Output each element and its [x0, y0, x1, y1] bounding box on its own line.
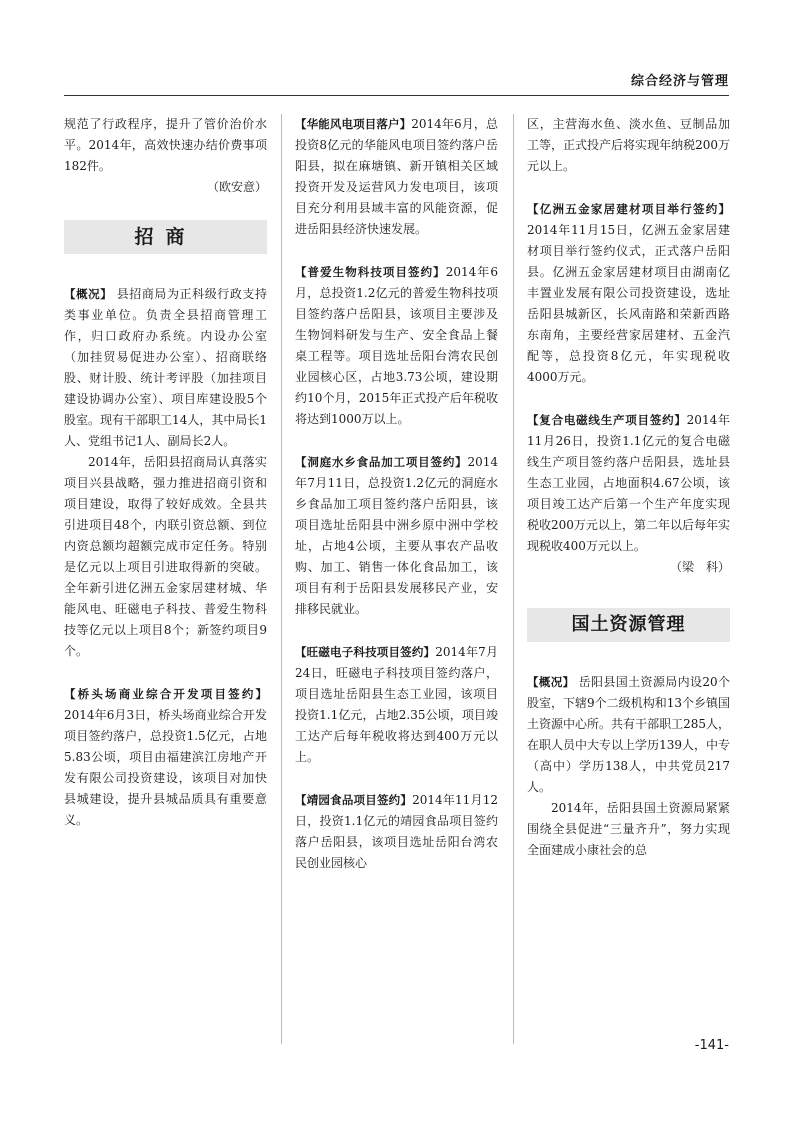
column-right — [527, 114, 730, 861]
entry-heading: 【洞庭水乡食品加工项目签约】 — [295, 455, 468, 469]
entry-heading: 【复合电磁线生产项目签约】 — [527, 413, 687, 427]
entry-body: 县招商局为正科级行政支持类事业单位。负责全县招商管理工作，归口政府办系统。内设办公室（加挂贸易促进办公室）、招商联络股、财计股、统计考评股（加挂项目建设协调办公室）、项目库建设股5个股室。现有干部职工14人，其中局长1人、党组书记1人、副局长2人。 — [64, 287, 267, 448]
entry-paragraph — [527, 199, 730, 388]
entry-heading: 【概况】 — [64, 287, 113, 301]
overview-paragraph — [527, 672, 730, 798]
entry-heading: 【靖园食品项目签约】 — [295, 793, 413, 807]
page-number: -141- — [694, 1038, 729, 1053]
entry-body: 2014年11月12日，投资1.1亿元的靖园食品项目签约落户岳阳县，该项目选址岳阳台湾农民创业园核心 — [295, 793, 498, 870]
author-credit: （欧安意） — [206, 180, 267, 194]
entry-paragraph — [295, 790, 498, 874]
column-middle — [295, 114, 498, 874]
entry-heading: 【概况】 — [527, 675, 575, 689]
entry-body: 2014年7月24日，旺磁电子科技项目签约落户，项目选址岳阳县生态工业园，该项目投资1.1亿元，占地2.35公顷，项目竣工达产后每年税收将达到400万元以上。 — [295, 645, 498, 764]
entry-body: 2014年11月15日，亿洲五金家居建材项目举行签约仪式，正式落户岳阳县。亿洲五金家居建材项目由湖南亿丰置业发展有限公司投资建设，选址岳阳县城新区，长风南路和荣新西路东南角，主要经营家居建材、五金汽配等，总投资8亿元，年实现税收4000万元。 — [527, 223, 730, 384]
entry-heading: 【华能风电项目落户】 — [295, 117, 412, 131]
header-rule — [64, 95, 729, 96]
column-divider — [281, 114, 282, 1044]
entry-body: 2014年6月3日，桥头场商业综合开发项目签约落户，总投资1.5亿元，占地5.83公顷，项目由福建滨江房地产开发有限公司投资建设，该项目对加快县城建设，提升县城品质具有重要意义。 — [64, 708, 267, 827]
continued-paragraph: 区，主营海水鱼、淡水鱼、豆制品加工等，正式投产后将实现年纳税200万元以上。 — [527, 117, 730, 173]
body-paragraph: 2014年，岳阳县招商局认真落实项目兴县战略，强力推进招商引资和项目建设，取得了较好成效。全县共引进项目48个，内联引资总额、到位内资总额均超额完成市定任务。特别是亿元以上项目引进取得新的突破。全年新引进亿洲五金家居建材城、华能风电、旺磁电子科技、普爱生物科技等亿元以上项目8个；新签约项目9个。 — [64, 455, 267, 658]
entry-paragraph — [295, 114, 498, 240]
entry-heading: 【普爱生物科技项目签约】 — [295, 265, 446, 279]
entry-body: 2014年6月，总投资1.2亿元的普爱生物科技项目签约落户岳阳县，该项目主要涉及生物饲料研发与生产、安全食品上餐桌工程等。项目选址岳阳台湾农民创业园核心区，占地3.73公顷，建设期约10个月，2015年正式投产后年税收将达到1000万以上。 — [295, 265, 498, 426]
entry-heading: 【桥头场商业综合开发项目签约】 — [64, 687, 267, 701]
body-paragraph: 2014年，岳阳县国土资源局紧紧围绕全县促进“三量齐升”，努力实现全面建成小康社会的总 — [527, 801, 730, 857]
entry-body: 2014年7月11日，总投资1.2亿元的洞庭水乡食品加工项目签约落户岳阳县，该项目选址岳阳县中洲乡原中洲中学校址，占地4公顷，主要从事农产品收购、加工、销售一体化食品加工，该项目有利于岳阳县发展移民产业，安排移民就业。 — [295, 455, 498, 616]
entry-body: 2014年6月，总投资8亿元的华能风电项目签约落户岳阳县，拟在麻塘镇、新开镇相关区域投资开发及运营风力发电项目，该项目充分利用县域丰富的风能资源，促进岳阳县经济快速发展。 — [295, 117, 498, 236]
author-credit: （梁 科） — [669, 560, 730, 574]
section-title-land-resources: 国土资源管理 — [527, 608, 730, 642]
section-title-investment: 招商 — [64, 220, 267, 254]
entry-paragraph — [527, 410, 730, 557]
entry-paragraph — [64, 684, 267, 831]
overview-paragraph — [64, 284, 267, 452]
entry-paragraph — [295, 642, 498, 768]
column-left — [64, 114, 267, 831]
continued-paragraph: 规范了行政程序，提升了管价治价水平。2014年，高效快速办结价费事项182件。 — [64, 117, 267, 173]
entry-body: 2014年11月26日，投资1.1亿元的复合电磁线生产项目签约落户岳阳县，选址县生态工业园，占地面积4.67公顷，该项目竣工达产后第一个生产年度实现税收200万元以上，第二年以后每年实现税收400万元以上。 — [527, 413, 730, 553]
running-header-section: 综合经济与管理 — [630, 74, 729, 89]
entry-heading: 【旺磁电子科技项目签约】 — [295, 645, 436, 659]
entry-body: 岳阳县国土资源局内设20个股室，下辖9个二级机构和13个乡镇国土资源中心所。共有干部职工285人，在职人员中大专以上学历139人，中专（高中）学历138人，中共党员217人。 — [527, 675, 730, 794]
entry-paragraph — [295, 262, 498, 430]
column-divider — [513, 114, 514, 1044]
entry-heading: 【亿洲五金家居建材项目举行签约】 — [527, 202, 730, 216]
entry-paragraph — [295, 452, 498, 620]
